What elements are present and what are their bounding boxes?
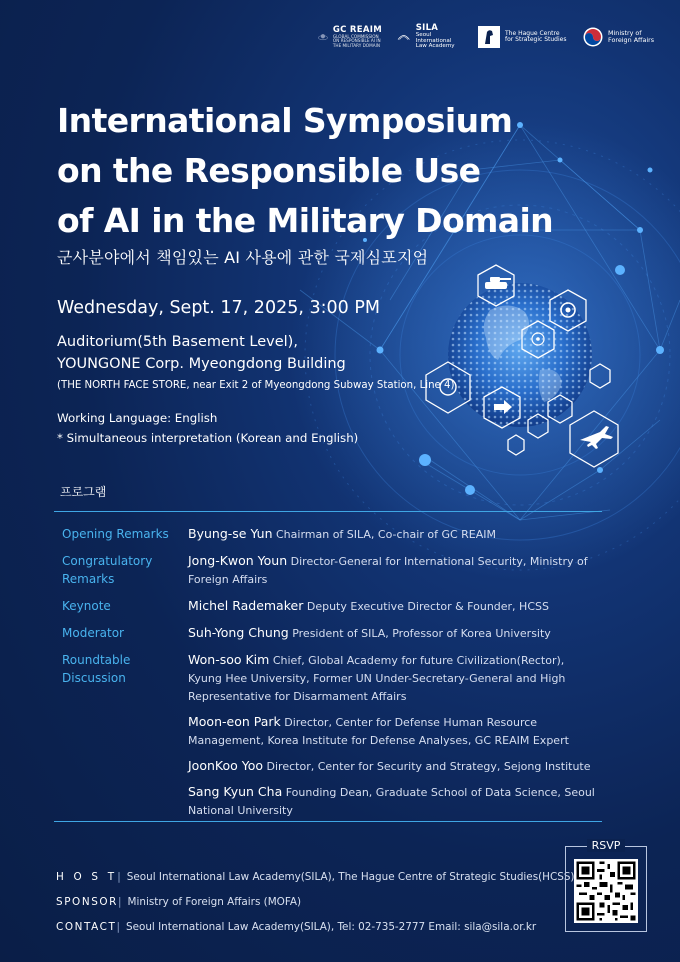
gc-reaim-logo	[318, 26, 383, 48]
sponsor-label: SPONSOR	[56, 896, 119, 908]
title-line-3: of AI in the Military Domain	[57, 201, 554, 240]
speaker-entry	[188, 597, 598, 616]
title-line-1: International Symposium	[57, 101, 513, 140]
program-row-congratulatory	[62, 552, 598, 589]
speaker-name: Moon-eon Park	[188, 714, 281, 729]
korean-title: 군사분야에서 책임있는 AI 사용에 관한 국제심포지엄	[57, 248, 429, 267]
venue-line-2: YOUNGONE Corp. Myeongdong Building	[57, 356, 346, 372]
speaker-entry	[188, 757, 598, 776]
role-congratulatory-line-2: Remarks	[62, 572, 115, 586]
rsvp-box	[565, 839, 647, 932]
divider: |	[117, 871, 121, 883]
speaker-name: Michel Rademaker	[188, 598, 304, 613]
role-moderator: Moderator	[62, 626, 124, 640]
speaker-name: Suh-Yong Chung	[188, 625, 289, 640]
contact-value: Seoul International Law Academy(SILA), Tel: 02-735-2777 Email: sila@sila.or.kr	[126, 921, 537, 933]
host-line	[56, 865, 574, 890]
mofa-logo	[583, 27, 660, 47]
speaker-entry	[188, 651, 598, 706]
program-row-moderator	[62, 624, 598, 643]
speaker-name: Sang Kyun Cha	[188, 784, 283, 799]
gc-reaim-emblem-icon	[318, 26, 328, 48]
speaker-entry	[188, 713, 598, 750]
program-heading: 프로그램	[60, 485, 107, 499]
taegeuk-icon	[583, 27, 603, 47]
divider: |	[118, 896, 122, 908]
sponsor-value: Ministry of Foreign Affairs (MOFA)	[127, 896, 302, 908]
footer-credits	[56, 865, 574, 940]
sila-globe-icon	[397, 28, 410, 46]
speaker-entry	[188, 552, 598, 589]
speaker-name: Byung-se Yun	[188, 526, 273, 541]
speaker-name: JoonKoo Yoo	[188, 758, 264, 773]
sila-name: SILA	[415, 22, 439, 33]
event-venue	[57, 331, 346, 375]
speaker-desc: Director-General for International Security, Ministry of Foreign Affairs	[188, 555, 588, 586]
program-top-rule	[54, 511, 602, 512]
working-language: Working Language: English	[57, 411, 218, 425]
speaker-name: Jong-Kwon Youn	[188, 553, 288, 568]
role-opening: Opening Remarks	[62, 527, 169, 541]
contact-label: CONTACT	[56, 921, 117, 933]
program-row-roundtable	[62, 651, 598, 820]
speaker-entry	[188, 624, 598, 643]
divider: |	[116, 921, 120, 933]
speaker-desc: President of SILA, Professor of Korea University	[292, 627, 551, 640]
speaker-name: Won-soo Kim	[188, 652, 270, 667]
gc-reaim-subtitle: GLOBAL COMMISSION ON RESPONSIBLE AI IN THE MILITARY DOMAIN	[332, 33, 381, 48]
hcss-emblem-icon	[478, 26, 500, 48]
program-bottom-rule	[54, 821, 602, 822]
rsvp-label: RSVP	[587, 839, 626, 852]
hcss-logo	[478, 26, 569, 48]
role-roundtable	[62, 651, 188, 820]
contact-line	[56, 915, 574, 940]
language-info	[57, 408, 358, 448]
event-date: Wednesday, Sept. 17, 2025, 3:00 PM	[57, 298, 380, 318]
speaker-desc: Chairman of SILA, Co-chair of GC REAIM	[276, 528, 496, 541]
program-row-opening	[62, 525, 598, 544]
symposium-title	[57, 96, 577, 246]
speaker-desc: Director, Center for Security and Strategy, Sejong Institute	[266, 760, 591, 773]
program-list	[62, 525, 598, 828]
role-congratulatory	[62, 552, 188, 589]
hcss-name: The Hague Centre for Strategic Studies	[505, 29, 567, 43]
role-roundtable-line-2: Discussion	[62, 671, 126, 685]
role-roundtable-line-1: Roundtable	[62, 653, 131, 667]
host-label: H O S T	[56, 871, 118, 883]
mofa-name: Ministry of Foreign Affairs	[608, 29, 655, 44]
role-keynote: Keynote	[62, 599, 111, 613]
sila-logo	[397, 24, 464, 51]
venue-note: (THE NORTH FACE STORE, near Exit 2 of Myeongdong Subway Station, Line 4)	[57, 380, 455, 391]
sponsor-line	[56, 890, 574, 915]
program-row-keynote	[62, 597, 598, 616]
sila-subtitle: Seoul International Law Academy	[415, 31, 455, 50]
role-congratulatory-line-1: Congratulatory	[62, 554, 153, 568]
speaker-desc: Director, Center for Defense Human Resource Management, Korea Institute for Defense Analyses, GC REAIM Expert	[188, 716, 569, 747]
venue-line-1: Auditorium(5th Basement Level),	[57, 334, 298, 350]
speaker-desc: Deputy Executive Director & Founder, HCSS	[306, 600, 549, 613]
rsvp-qr-code-icon[interactable]	[574, 859, 638, 923]
speaker-desc: Founding Dean, Graduate School of Data Science, Seoul National University	[188, 786, 595, 817]
gc-reaim-name: GC REAIM	[332, 24, 382, 35]
host-value: Seoul International Law Academy(SILA), The Hague Centre of Strategic Studies(HCSS)	[126, 871, 575, 883]
speaker-desc: Chief, Global Academy for future Civilization(Rector), Kyung Hee University, Former UN Under-Secretary-General and High Representative for Disarmament Affairs	[188, 654, 566, 703]
interpretation-note: * Simultaneous interpretation (Korean and English)	[57, 431, 359, 445]
speaker-entry	[188, 525, 598, 544]
partner-logos	[318, 22, 660, 52]
title-line-2: on the Responsible Use	[57, 151, 481, 190]
speaker-entry	[188, 783, 598, 820]
